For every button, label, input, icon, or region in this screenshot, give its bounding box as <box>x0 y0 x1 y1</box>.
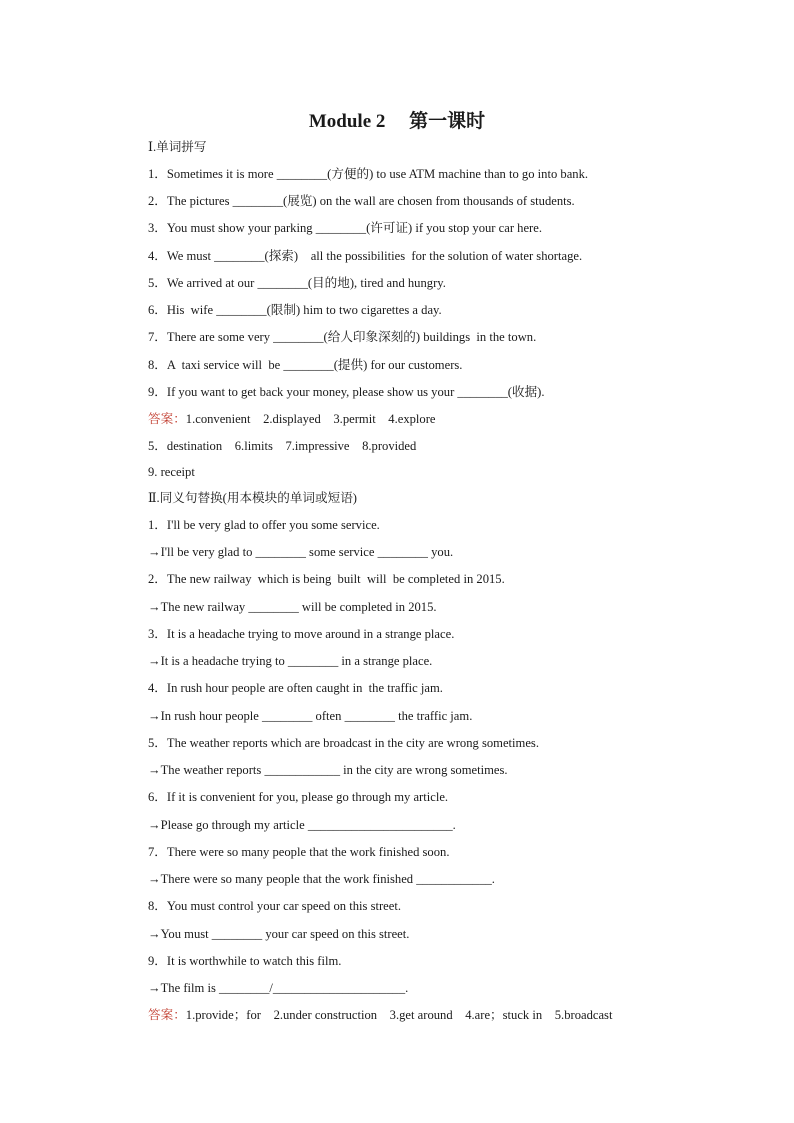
sentence-7-rewrite: →There were so many people that the work finished ____________. <box>148 872 495 886</box>
exercise-item-4: 4．We must ________(探索) all the possibilities for the solution of water shortage. <box>148 249 583 263</box>
answer-line-2: 5．destination 6.limits 7.impressive 8.provided <box>148 439 417 453</box>
exercise-item-7: 7．There are some very ________(给人印象深刻的) buildings in the town. <box>148 330 537 344</box>
sentence-9-original: 9．It is worthwhile to watch this film. <box>148 954 342 968</box>
answer-line-3: 9. receipt <box>148 465 195 479</box>
answer-label: 答案： <box>148 412 186 426</box>
sentence-6-original: 6．If it is convenient for you, please go through my article. <box>148 790 449 804</box>
sentence-4-rewrite: →In rush hour people ________ often ________ the traffic jam. <box>148 709 473 723</box>
sentence-1-rewrite: →I'll be very glad to ________ some service ________ you. <box>148 545 454 559</box>
sentence-7-original: 7．There were so many people that the work finished soon. <box>148 845 450 859</box>
exercise-item-9: 9．If you want to get back your money, please show us your ________(收据). <box>148 385 545 399</box>
sentence-6-rewrite: →Please go through my article _______________________. <box>148 818 456 832</box>
sentence-8-rewrite: →You must ________ your car speed on this street. <box>148 927 410 941</box>
answer-line-section-2 <box>148 1007 612 1023</box>
sentence-8-original: 8．You must control your car speed on this street. <box>148 899 402 913</box>
sentence-3-rewrite: →It is a headache trying to ________ in a strange place. <box>148 654 433 668</box>
answer-text: 1.convenient 2.displayed 3.permit 4.explore <box>185 412 436 426</box>
sentence-5-rewrite: →The weather reports ____________ in the city are wrong sometimes. <box>148 763 508 777</box>
exercise-item-5: 5．We arrived at our ________(目的地), tired and hungry. <box>148 276 446 290</box>
sentence-1-original: 1．I'll be very glad to offer you some service. <box>148 518 380 532</box>
answer-label: 答案： <box>148 1008 186 1022</box>
sentence-3-original: 3．It is a headache trying to move around in a strange place. <box>148 627 455 641</box>
page-title: Module 2 第一课时 <box>308 111 486 132</box>
exercise-item-6: 6．His wife ________(限制) him to two cigarettes a day. <box>148 303 442 317</box>
sentence-2-original: 2．The new railway which is being built will be completed in 2015. <box>148 572 505 586</box>
sentence-9-rewrite: →The film is ________/_____________________. <box>148 981 409 995</box>
section-1-heading: Ⅰ.单词拼写 <box>148 140 207 154</box>
sentence-2-rewrite: →The new railway ________ will be completed in 2015. <box>148 600 437 614</box>
exercise-item-2: 2．The pictures ________(展览) on the wall are chosen from thousands of students. <box>148 194 575 208</box>
answer-line-1 <box>148 411 436 427</box>
sentence-5-original: 5．The weather reports which are broadcast in the city are wrong sometimes. <box>148 736 539 750</box>
answer-text: 1.provide；for 2.under construction 3.get around 4.are；stuck in 5.broadcast <box>185 1008 613 1022</box>
exercise-item-1: 1．Sometimes it is more ________(方便的) to use ATM machine than to go into bank. <box>148 167 589 181</box>
section-2-heading: Ⅱ.同义句替换(用本模块的单词或短语) <box>148 491 358 505</box>
sentence-4-original: 4．In rush hour people are often caught in the traffic jam. <box>148 681 443 695</box>
exercise-item-8: 8．A taxi service will be ________(提供) for our customers. <box>148 358 463 372</box>
exercise-item-3: 3．You must show your parking ________(许可证) if you stop your car here. <box>148 221 542 235</box>
